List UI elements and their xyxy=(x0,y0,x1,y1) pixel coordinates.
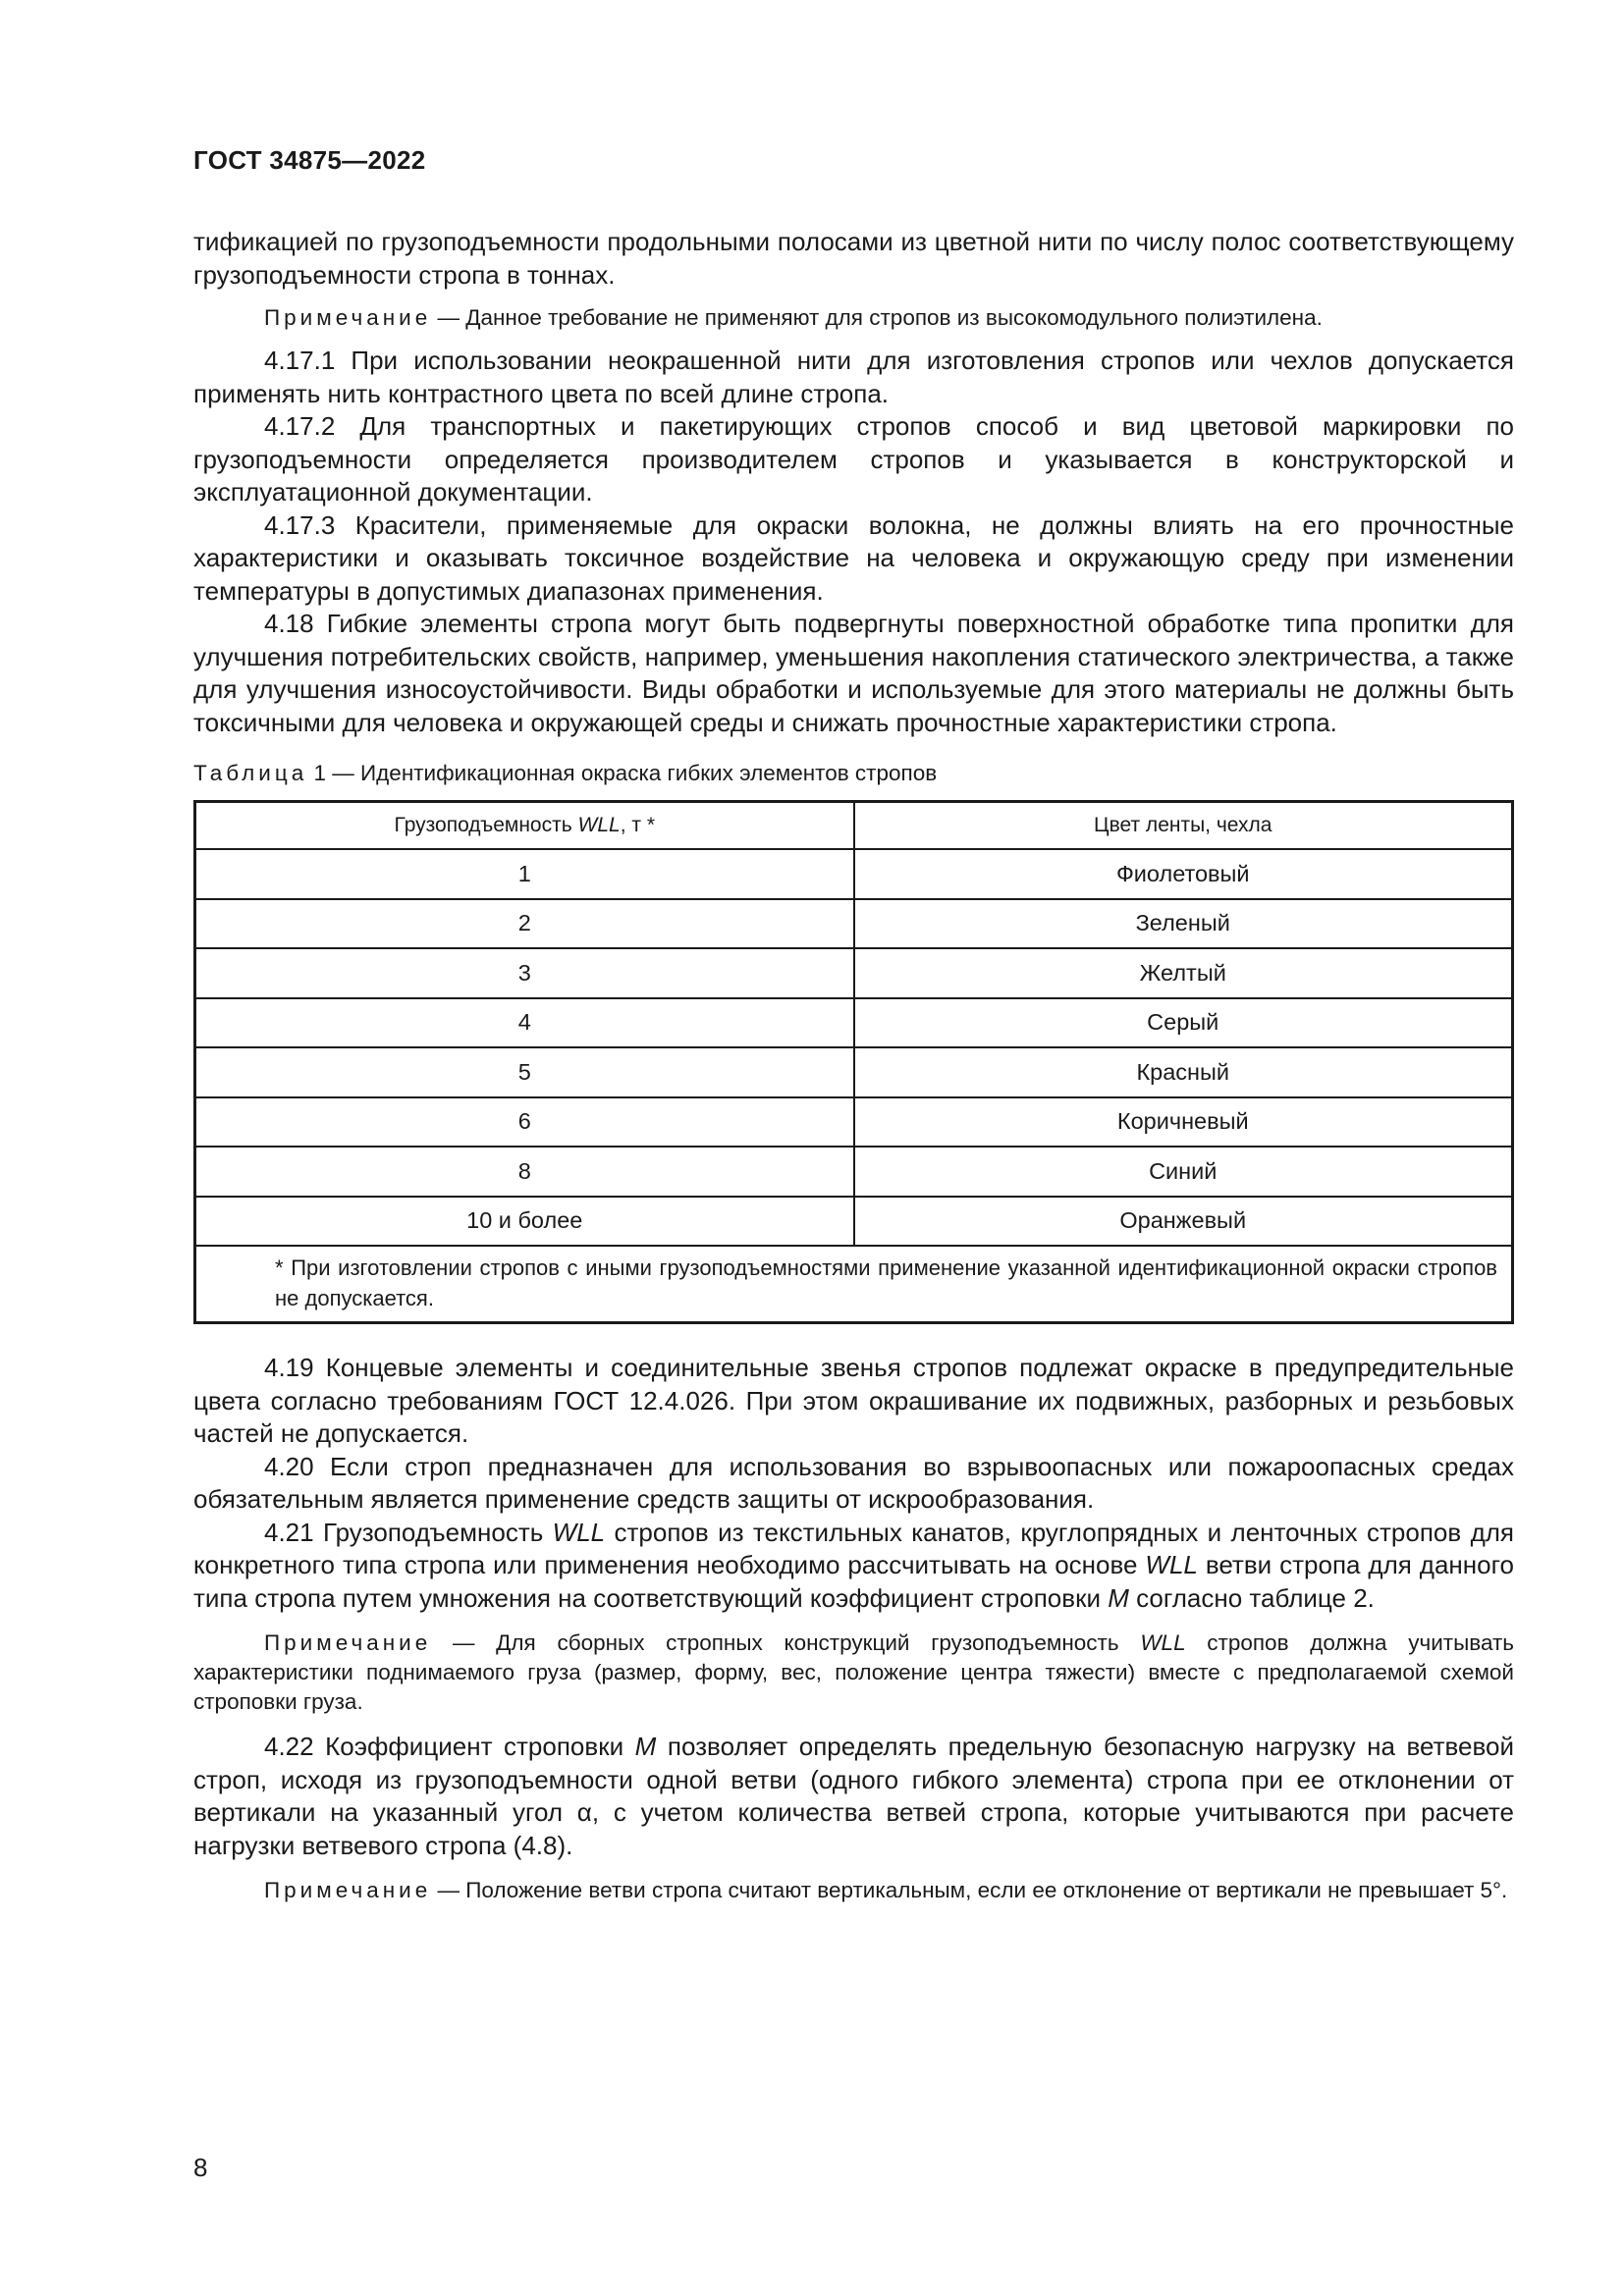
table-header-row xyxy=(195,802,1513,850)
table-footnote: * При изготовлении стропов с иными грузоподъемностями применение указанной идентификационной окраски стропов не допускается. xyxy=(195,1246,1513,1323)
note-label: Примечание xyxy=(264,305,432,330)
paragraph-4-17-2: 4.17.2 Для транспортных и пакетирующих стропов способ и вид цветовой маркировки по грузоподъемности определяется производителем стропов и указывается в конструкторской и эксплуатационной документации. xyxy=(193,411,1514,507)
cell-color: Серый xyxy=(854,998,1513,1048)
paragraph-4-20: 4.20 Если строп предназначен для использования во взрывоопасных или пожароопасных средах обязательным является применение средств защиты от искрообразования. xyxy=(193,1451,1514,1514)
paragraph-4-17-3: 4.17.3 Красители, применяемые для окраски волокна, не должны влиять на его прочностные характеристики и оказывать токсичное воздействие на человека и окружающую среду при изменении температуры в допустимых диапазонах применения. xyxy=(193,509,1514,606)
paragraph-continuation: тификацией по грузоподъемности продольными полосами из цветной нити по числу полос соответствующему грузоподъемности стропа в тоннах. xyxy=(193,227,1514,290)
cell-color: Красный xyxy=(854,1047,1513,1097)
note-text: — Данное требование не применяют для стропов из высокомодульного полиэтилена. xyxy=(431,305,1323,330)
note-2: Примечание — Для сборных стропных конструкций грузоподъемность WLL стропов должна учитывать характеристики поднимаемого груза (размер, форму, вес, положение центра тяжести) вместе с предполагаемой схемой строповки груза. xyxy=(193,1630,1514,1714)
cell-capacity: 4 xyxy=(195,998,854,1048)
note-label: Примечание xyxy=(264,1630,432,1655)
paragraph-4-22: 4.22 Коэффициент строповки M позволяет определять предельную безопасную нагрузку на ветвевой строп, исходя из грузоподъемности одной ветви (одного гибкого элемента) стропа при ее отклонении от вертикали на указанный угол α, с учетом количества ветвей стропа, которые учитываются при расчете нагрузки ветвевого стропа (4.8). xyxy=(193,1732,1514,1860)
note-1 xyxy=(193,303,1514,333)
cell-color: Оранжевый xyxy=(854,1197,1513,1247)
paragraph-4-17-1: 4.17.1 При использовании неокрашенной нити для изготовления стропов или чехлов допускается применять нить контрастного цвета по всей длине стропа. xyxy=(193,346,1514,408)
header-color: Цвет ленты, чехла xyxy=(854,802,1513,850)
note-label: Примечание xyxy=(264,1878,432,1902)
cell-color: Синий xyxy=(854,1147,1513,1197)
cell-capacity: 5 xyxy=(195,1047,854,1097)
cell-color: Желтый xyxy=(854,948,1513,998)
cell-capacity: 6 xyxy=(195,1097,854,1148)
page-number: 8 xyxy=(193,2153,208,2182)
table-caption xyxy=(193,759,1514,788)
table-row xyxy=(195,849,1513,899)
cell-capacity: 10 и более xyxy=(195,1197,854,1247)
table-caption-label: Таблица xyxy=(193,761,308,785)
table-row xyxy=(195,998,1513,1048)
table-row xyxy=(195,1147,1513,1197)
paragraph-4-19: 4.19 Концевые элементы и соединительные звенья стропов подлежат окраске в предупредительные цвета согласно требованиям ГОСТ 12.4.026. При этом окрашивание их подвижных, разборных и резьбовых частей не допускается. xyxy=(193,1353,1514,1448)
cell-color: Зеленый xyxy=(854,899,1513,949)
table-row xyxy=(195,1047,1513,1097)
table-row xyxy=(195,1097,1513,1148)
paragraph-4-21: 4.21 Грузоподъемность WLL стропов из текстильных канатов, круглопрядных и ленточных стропов для конкретного типа стропа или применения необходимо рассчитывать на основе WLL ветви стропа для данного типа стропа путем умножения на соответствующий коэффициент строповки M согласно таблице 2. xyxy=(193,1517,1514,1613)
cell-capacity: 8 xyxy=(195,1147,854,1197)
table-row xyxy=(195,899,1513,949)
table-footnote-row xyxy=(195,1246,1513,1323)
note-3: Примечание — Положение ветви стропа считают вертикальным, если ее отклонение от вертикали не превышает 5°. xyxy=(264,1878,1508,1902)
table-row xyxy=(195,1197,1513,1247)
cell-color: Фиолетовый xyxy=(854,849,1513,899)
header-capacity: Грузоподъемность WLL, т * xyxy=(195,802,854,850)
cell-capacity: 2 xyxy=(195,899,854,949)
paragraph-4-18: 4.18 Гибкие элементы стропа могут быть подвергнуты поверхностной обработке типа пропитки для улучшения потребительских свойств, например, уменьшения накопления статического электричества, а также для улучшения износоустойчивости. Виды обработки и используемые для этого материалы не должны быть токсичными для человека и окружающей среды и снижать прочностные характеристики стропа. xyxy=(193,609,1514,737)
cell-color: Коричневый xyxy=(854,1097,1513,1148)
document-header: ГОСТ 34875—2022 xyxy=(193,145,426,175)
cell-capacity: 3 xyxy=(195,948,854,998)
table-row xyxy=(195,948,1513,998)
table-1 xyxy=(193,800,1514,1324)
page-content xyxy=(193,226,1514,1905)
cell-capacity: 1 xyxy=(195,849,854,899)
table-caption-text: 1 — Идентификационная окраска гибких элементов стропов xyxy=(307,761,938,785)
